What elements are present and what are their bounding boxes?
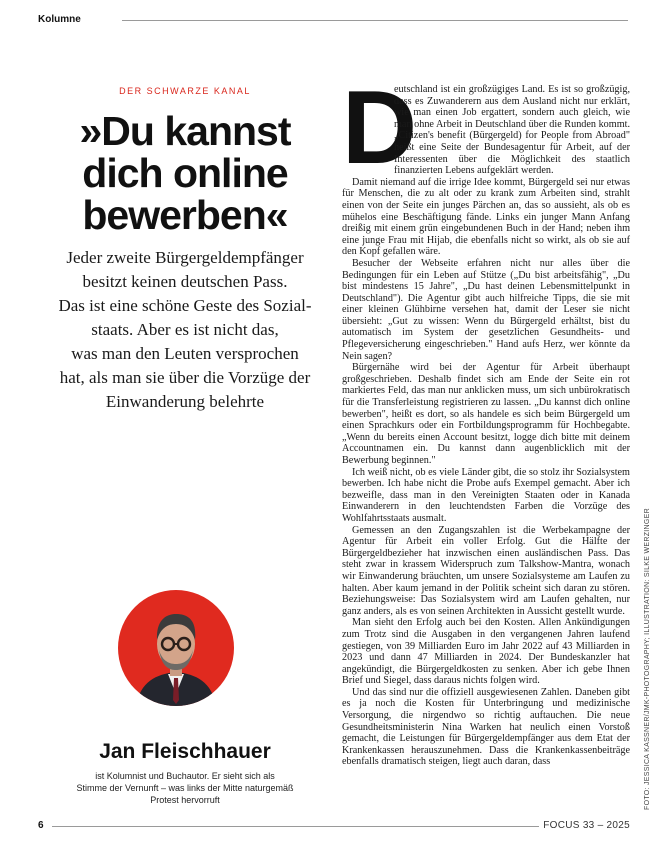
body-paragraph: Bürgernähe wird bei der Agentur für Arbeit überhaupt großgeschrieben. Deshalb findet sich am Ende der Seite ein rot markiertes Feld, das man nur anklicken muss, um sich unbürokratisch für die Transferleistung registrieren zu lassen. „Du kannst dich online bewerben", heißt es dort, so als handele es sich beim Bürgergeld um einen Sprachkurs oder ein Fortbildungsprogramm für Hochbegabte. „Wenn du bereits einen Account besitzt, logge dich bitte mit deinem Accountnamen ein. Du kannst dann augenblicklich mit der Bewerbung beginnen." <box>342 362 630 466</box>
kicker: DER SCHWARZE KANAL <box>119 86 251 96</box>
photo-credit: FOTO: JESSICA KASSNER/JMK-PHOTOGRAPHY; ILLUSTRATION: SILKE WERZINGER <box>644 508 651 810</box>
body-paragraph: Ich weiß nicht, ob es viele Länder gibt, die so stolz ihr Sozialsystem bewerben. Ich habe nicht die Probe aufs Exempel gemacht. Aber ich bezweifle, dass man in den Vereinigten Staaten oder in Kanada Einwanderern in den leuchtendsten Farben die Vorzüge des Wohlfahrtsstaats ausmalt. <box>342 466 630 524</box>
drop-cap: D <box>342 70 418 186</box>
headline: »Du kannst dich online bewerben« <box>79 108 291 238</box>
section-label: Kolumne <box>38 14 81 25</box>
article-body <box>342 70 630 768</box>
author-bio: ist Kolumnist und Buchautor. Er sieht sich als Stimme der Vernunft – was links der Mitte naturgemäß Protest hervorruft <box>76 771 294 805</box>
page-header <box>38 0 628 40</box>
page-number: 6 <box>38 820 48 831</box>
author-name: Jan Fleischhauer <box>99 740 271 763</box>
body-paragraph: Damit niemand auf die irrige Idee kommt, Bürgergeld sei nur etwas für Menschen, die zu alt oder zu krank zum Arbeiten sind, strahlt einen von der Seite ein junges Pärchen an, das so aussieht, als ob es mühelos eine Beschäftigung fände. Links ein junger Mann Anfang dreißig mit einem grün eingebundenen Buch in der Hand; neben ihm eine junge Frau mit Hijab, die ebenfalls nicht so wirkt, als ob sie auf den Kopf gefallen wäre. <box>342 176 630 258</box>
body-paragraph: Man sieht den Erfolg auch bei den Kosten. Allen Ankündigungen zum Trotz sind die Ausgaben in den vergangenen Jahren laufend gestiegen, von 39 Milliarden Euro im Jahr 2022 auf 43 Milliarden in 2023 und dann 47 Milliarden in 2024. Der Bundeskanzler hat angekündigt, die Bürgergeldkosten zu senken. Aber ich gebe Ihnen Brief und Siegel, dass daraus nichts folgen wird. <box>342 617 630 687</box>
author-portrait-illustration <box>118 590 234 706</box>
body-paragraph: Und das sind nur die offiziell ausgewiesenen Zahlen. Daneben gibt es ja noch die Kosten für Unterbringung und medizinische Versorgung, die nirgendwo so richtig auftauchen. Die neue Gesundheitsministerin Nina Warken hat neulich einen Vorstoß gemacht, die Leistungen für Bürgergeldempfänger aus dem Etat der Krankenkassen herauszunehmen. Dass die Krankenkassenbeiträge ebenfalls dramatisch steigen, liegt auch daran, dass <box>342 686 630 768</box>
lead-paragraph: Jeder zweite Bürgergeldempfänger besitzt keinen deutschen Pass. Das ist eine schöne Geste des Sozial- staats. Aber es ist nicht das, was man den Leuten versprochen hat, als man sie über die Vorzüge der Einwanderung belehrte <box>58 248 312 411</box>
body-paragraph: Gemessen an den Zugangszahlen ist die Werbekampagne der Agentur für Arbeit ein voller Erfolg. Gut die Hälfte der Bürgergeldbezieher hat inzwischen einen ausländischen Pass. Das steht zwar in krassem Widerspruch zum Talkshow-Mantra, wonach wir Einwanderung bräuchten, um unsere Sozialsysteme am Laufen zu halten. Aber kaum jemand in der Politik scheint sich daran zu stören. Beziehungsweise: Das Sozialsystem wird am Laufen gehalten, nur ganz anders, als es von seinen Architekten in Aussicht gestellt wurde. <box>342 524 630 617</box>
body-paragraph: eutschland ist ein großzügiges Land. Es ist so großzügig, dass es Zuwanderern aus dem Ausland nicht nur erklärt, wie man einen Job ergattert, sondern auch gleich, wie man ohne Arbeit in Deutschland über die Runden kommt. „Citizen's benefit (Bürgergeld) for People from Abroad" heißt eine Seite der Bundesagentur für Arbeit, auf der Interessenten über die Möglichkeit des staatlich finanzierten Lebens aufgeklärt werden. <box>394 84 630 177</box>
author-portrait <box>118 590 234 706</box>
issue-label: FOCUS 33 – 2025 <box>539 820 630 831</box>
header-rule <box>122 20 628 21</box>
body-paragraph: Besucher der Webseite erfahren nicht nur alles über die Bedingungen für ein Leben auf Stütze („Du bist arbeitsfähig", „Du bist mindestens 15 Jahre", „Du hast deinen Lebensmittelpunkt in Deutschland"). Die Agentur gibt auch hilfreiche Tipps, die sie mit einer kleinen Glühbirne versehen hat, damit der Leser sie nicht übersieht: „Gut zu wissen: Wenn du Bürgergeld erhältst, bist du automatisch im System der gesetzlichen Gesundheits- und Pflegeversicherung eingeschrieben." Hand aufs Herz, wer könnte da Nein sagen? <box>342 257 630 362</box>
